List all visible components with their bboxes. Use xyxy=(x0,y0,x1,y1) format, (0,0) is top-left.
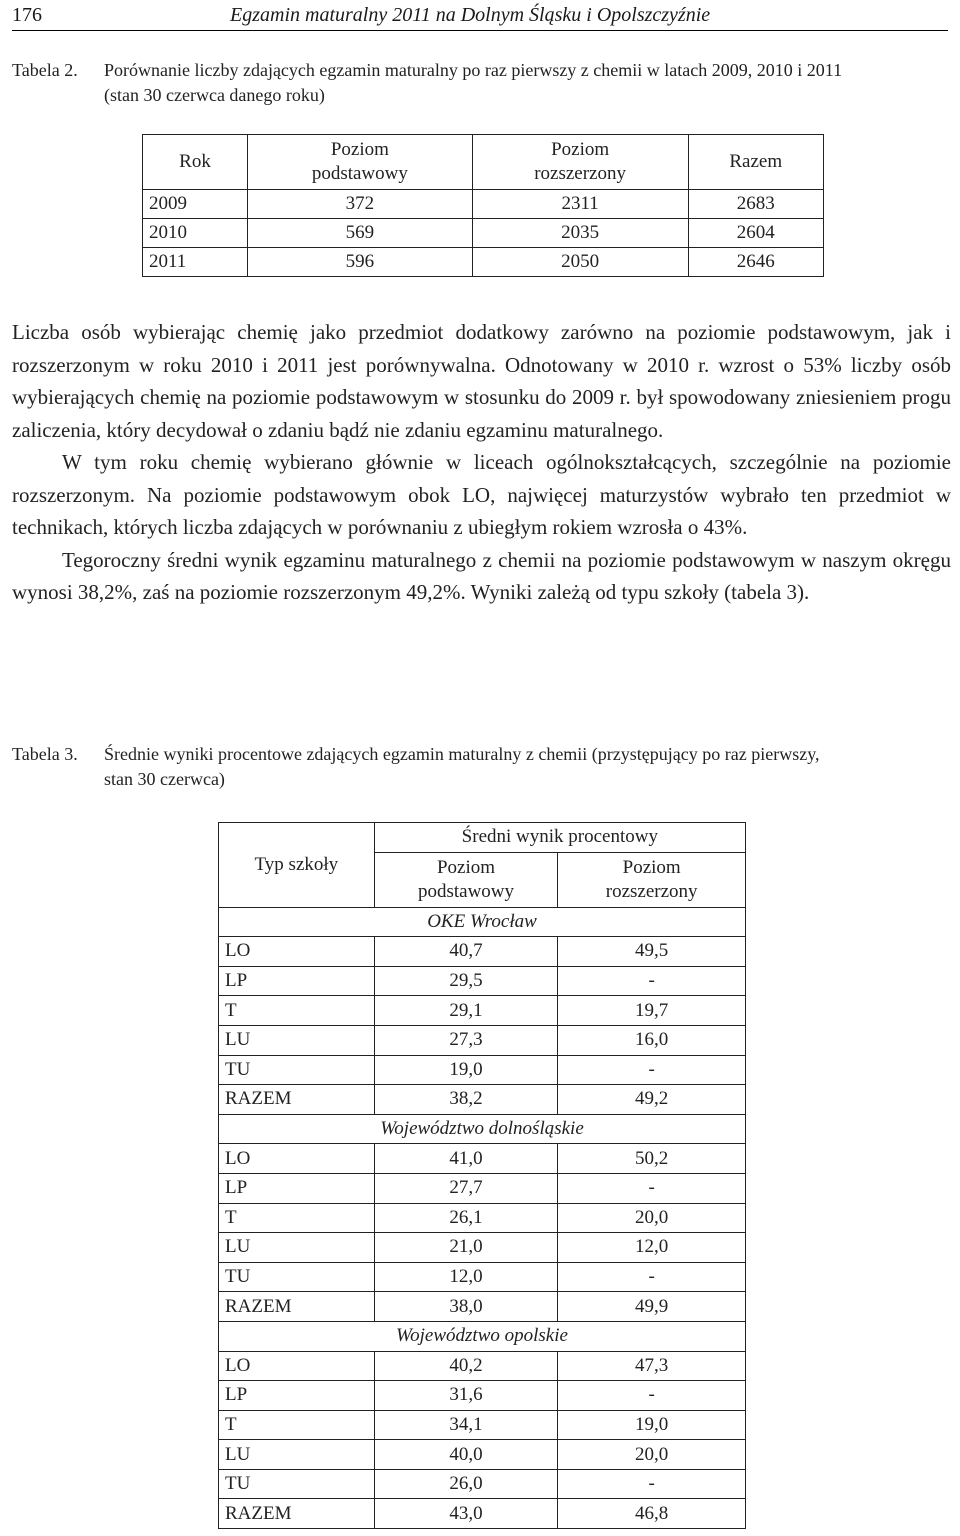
page-header xyxy=(12,2,948,31)
extended-cell: 47,3 xyxy=(558,1351,746,1381)
region-row xyxy=(219,1114,746,1144)
table-row xyxy=(219,1203,746,1233)
basic-cell: 26,1 xyxy=(374,1203,558,1233)
extended-cell: 46,8 xyxy=(558,1499,746,1529)
year-cell: 2009 xyxy=(143,190,248,219)
table3-body xyxy=(219,823,746,1529)
school-type-cell: LO xyxy=(219,1351,375,1381)
extended-cell: - xyxy=(558,1262,746,1292)
table2-label: Tabela 2. xyxy=(12,60,78,80)
table2-header-row xyxy=(143,135,824,190)
col-header-school-type: Typ szkoły xyxy=(219,823,375,908)
col-header-mean-score: Średni wynik procentowy xyxy=(374,823,745,853)
extended-header-line1: Poziom xyxy=(551,139,610,160)
extended-cell: 49,9 xyxy=(558,1292,746,1322)
extended-cell: - xyxy=(558,966,746,996)
basic-cell: 40,0 xyxy=(374,1440,558,1470)
region-row xyxy=(219,907,746,937)
school-type-cell: LP xyxy=(219,1381,375,1411)
basic-cell: 29,5 xyxy=(374,966,558,996)
table-row xyxy=(219,966,746,996)
region-label: Województwo dolnośląskie xyxy=(219,1114,746,1144)
table-row xyxy=(219,937,746,967)
school-type-cell: T xyxy=(219,1410,375,1440)
table-row xyxy=(219,1440,746,1470)
school-type-cell: T xyxy=(219,1203,375,1233)
body-text xyxy=(12,316,951,609)
table-row xyxy=(219,1292,746,1322)
extended-cell: - xyxy=(558,1469,746,1499)
basic-header-line1: Poziom xyxy=(436,856,496,878)
col-header-extended xyxy=(558,852,746,907)
extended-cell: - xyxy=(558,1055,746,1085)
table3-header-row xyxy=(219,823,746,853)
table-row xyxy=(219,1381,746,1411)
basic-cell: 569 xyxy=(248,219,473,248)
table-row xyxy=(219,1410,746,1440)
school-type-cell: LU xyxy=(219,1025,375,1055)
table2-body xyxy=(143,190,824,277)
basic-cell: 372 xyxy=(248,190,473,219)
basic-header-line2: podstawowy xyxy=(311,163,408,184)
table2-caption xyxy=(12,58,842,108)
table3-label: Tabela 3. xyxy=(12,744,78,764)
table-row xyxy=(219,1025,746,1055)
basic-cell: 12,0 xyxy=(374,1262,558,1292)
table-row xyxy=(219,1055,746,1085)
col-header-basic xyxy=(248,135,473,190)
basic-cell: 38,2 xyxy=(374,1085,558,1115)
extended-header-line1: Poziom xyxy=(622,856,681,878)
table3-caption-line1: Średnie wyniki procentowe zdających egzamin maturalny z chemii (przystępujący po raz pierwszy, xyxy=(104,744,820,764)
paragraph: Tegoroczny średni wynik egzaminu maturalnego z chemii na poziomie podstawowym w naszym okręgu wynosi 38,2%, zaś na poziomie rozszerzonym 49,2%. Wyniki zależą od typu szkoły (tabela 3). xyxy=(12,547,951,604)
extended-cell: 20,0 xyxy=(558,1440,746,1470)
page-number: 176 xyxy=(12,4,42,26)
extended-cell: 19,7 xyxy=(558,996,746,1026)
school-type-cell: TU xyxy=(219,1055,375,1085)
basic-cell: 26,0 xyxy=(374,1469,558,1499)
extended-header-line2: rozszerzony xyxy=(534,163,626,184)
basic-cell: 27,3 xyxy=(374,1025,558,1055)
basic-cell: 19,0 xyxy=(374,1055,558,1085)
basic-cell: 38,0 xyxy=(374,1292,558,1322)
table-row xyxy=(219,1144,746,1174)
basic-cell: 43,0 xyxy=(374,1499,558,1529)
basic-cell: 596 xyxy=(248,248,473,277)
table-row xyxy=(143,248,824,277)
basic-cell: 31,6 xyxy=(374,1381,558,1411)
extended-cell: - xyxy=(558,1173,746,1203)
extended-header-line2: rozszerzony xyxy=(605,880,698,902)
extended-cell: 49,2 xyxy=(558,1085,746,1115)
table2 xyxy=(142,134,824,277)
extended-cell: 50,2 xyxy=(558,1144,746,1174)
basic-header-line2: podstawowy xyxy=(417,880,515,902)
school-type-cell: LP xyxy=(219,966,375,996)
paragraph: Liczba osób wybierając chemię jako przedmiot dodatkowy zarówno na poziomie podstawowym, jak i rozszerzonym w roku 2010 i 2011 jest porównywalna. Odnotowany w 2010 r. wzrost o 53% liczby osób wybierających chemię na poziomie podstawowym w stosunku do 2009 r. był spowodowany zniesieniem progu zaliczenia, który decydował o zdaniu bądź nie zdaniu egzaminu maturalnego. xyxy=(12,320,951,442)
extended-cell: 2050 xyxy=(472,248,688,277)
total-cell: 2646 xyxy=(688,248,823,277)
table-row xyxy=(219,1351,746,1381)
table-row xyxy=(219,1233,746,1263)
total-cell: 2683 xyxy=(688,190,823,219)
school-type-cell: TU xyxy=(219,1469,375,1499)
table-row xyxy=(219,1173,746,1203)
basic-cell: 40,2 xyxy=(374,1351,558,1381)
table-row xyxy=(219,1262,746,1292)
extended-cell: 12,0 xyxy=(558,1233,746,1263)
school-type-cell: RAZEM xyxy=(219,1499,375,1529)
table2-caption-line1: Porównanie liczby zdających egzamin maturalny po raz pierwszy z chemii w latach 2009, 2010 i 2011 xyxy=(104,60,843,80)
table2-caption-line2: (stan 30 czerwca danego roku) xyxy=(104,85,325,105)
school-type-cell: T xyxy=(219,996,375,1026)
table-row xyxy=(219,1085,746,1115)
extended-cell: - xyxy=(558,1381,746,1411)
table3-caption-line2: stan 30 czerwca) xyxy=(104,769,225,789)
extended-cell: 49,5 xyxy=(558,937,746,967)
total-cell: 2604 xyxy=(688,219,823,248)
extended-cell: 2311 xyxy=(472,190,688,219)
table3 xyxy=(218,822,746,1529)
table-row xyxy=(219,1469,746,1499)
school-type-cell: LO xyxy=(219,937,375,967)
basic-cell: 29,1 xyxy=(374,996,558,1026)
table3-caption xyxy=(12,742,820,792)
basic-cell: 40,7 xyxy=(374,937,558,967)
region-label: Województwo opolskie xyxy=(219,1321,746,1351)
extended-cell: 2035 xyxy=(472,219,688,248)
school-type-cell: LU xyxy=(219,1440,375,1470)
school-type-cell: TU xyxy=(219,1262,375,1292)
school-type-cell: LU xyxy=(219,1233,375,1263)
school-type-cell: LP xyxy=(219,1173,375,1203)
basic-cell: 21,0 xyxy=(374,1233,558,1263)
school-type-cell: LO xyxy=(219,1144,375,1174)
school-type-cell: RAZEM xyxy=(219,1085,375,1115)
region-row xyxy=(219,1321,746,1351)
paragraph: W tym roku chemię wybierano głównie w liceach ogólnokształcących, szczególnie na poziomie rozszerzonym. Na poziomie podstawowym obok LO, najwięcej maturzystów wybrało ten przedmiot w technikach, których liczba zdających w porównaniu z ubiegłym rokiem wzrosła o 43%. xyxy=(12,450,951,539)
col-header-year: Rok xyxy=(143,135,248,190)
table-row xyxy=(143,190,824,219)
basic-cell: 34,1 xyxy=(374,1410,558,1440)
year-cell: 2011 xyxy=(143,248,248,277)
extended-cell: 19,0 xyxy=(558,1410,746,1440)
school-type-cell: RAZEM xyxy=(219,1292,375,1322)
basic-cell: 41,0 xyxy=(374,1144,558,1174)
col-header-basic xyxy=(374,852,558,907)
extended-cell: 16,0 xyxy=(558,1025,746,1055)
extended-cell: 20,0 xyxy=(558,1203,746,1233)
basic-header-line1: Poziom xyxy=(330,139,389,160)
table-row xyxy=(143,219,824,248)
basic-cell: 27,7 xyxy=(374,1173,558,1203)
running-title: Egzamin maturalny 2011 na Dolnym Śląsku i Opolszczyźnie xyxy=(230,4,711,26)
region-label: OKE Wrocław xyxy=(219,907,746,937)
col-header-extended xyxy=(472,135,688,190)
col-header-total: Razem xyxy=(688,135,823,190)
year-cell: 2010 xyxy=(143,219,248,248)
table-row xyxy=(219,996,746,1026)
table-row xyxy=(219,1499,746,1529)
